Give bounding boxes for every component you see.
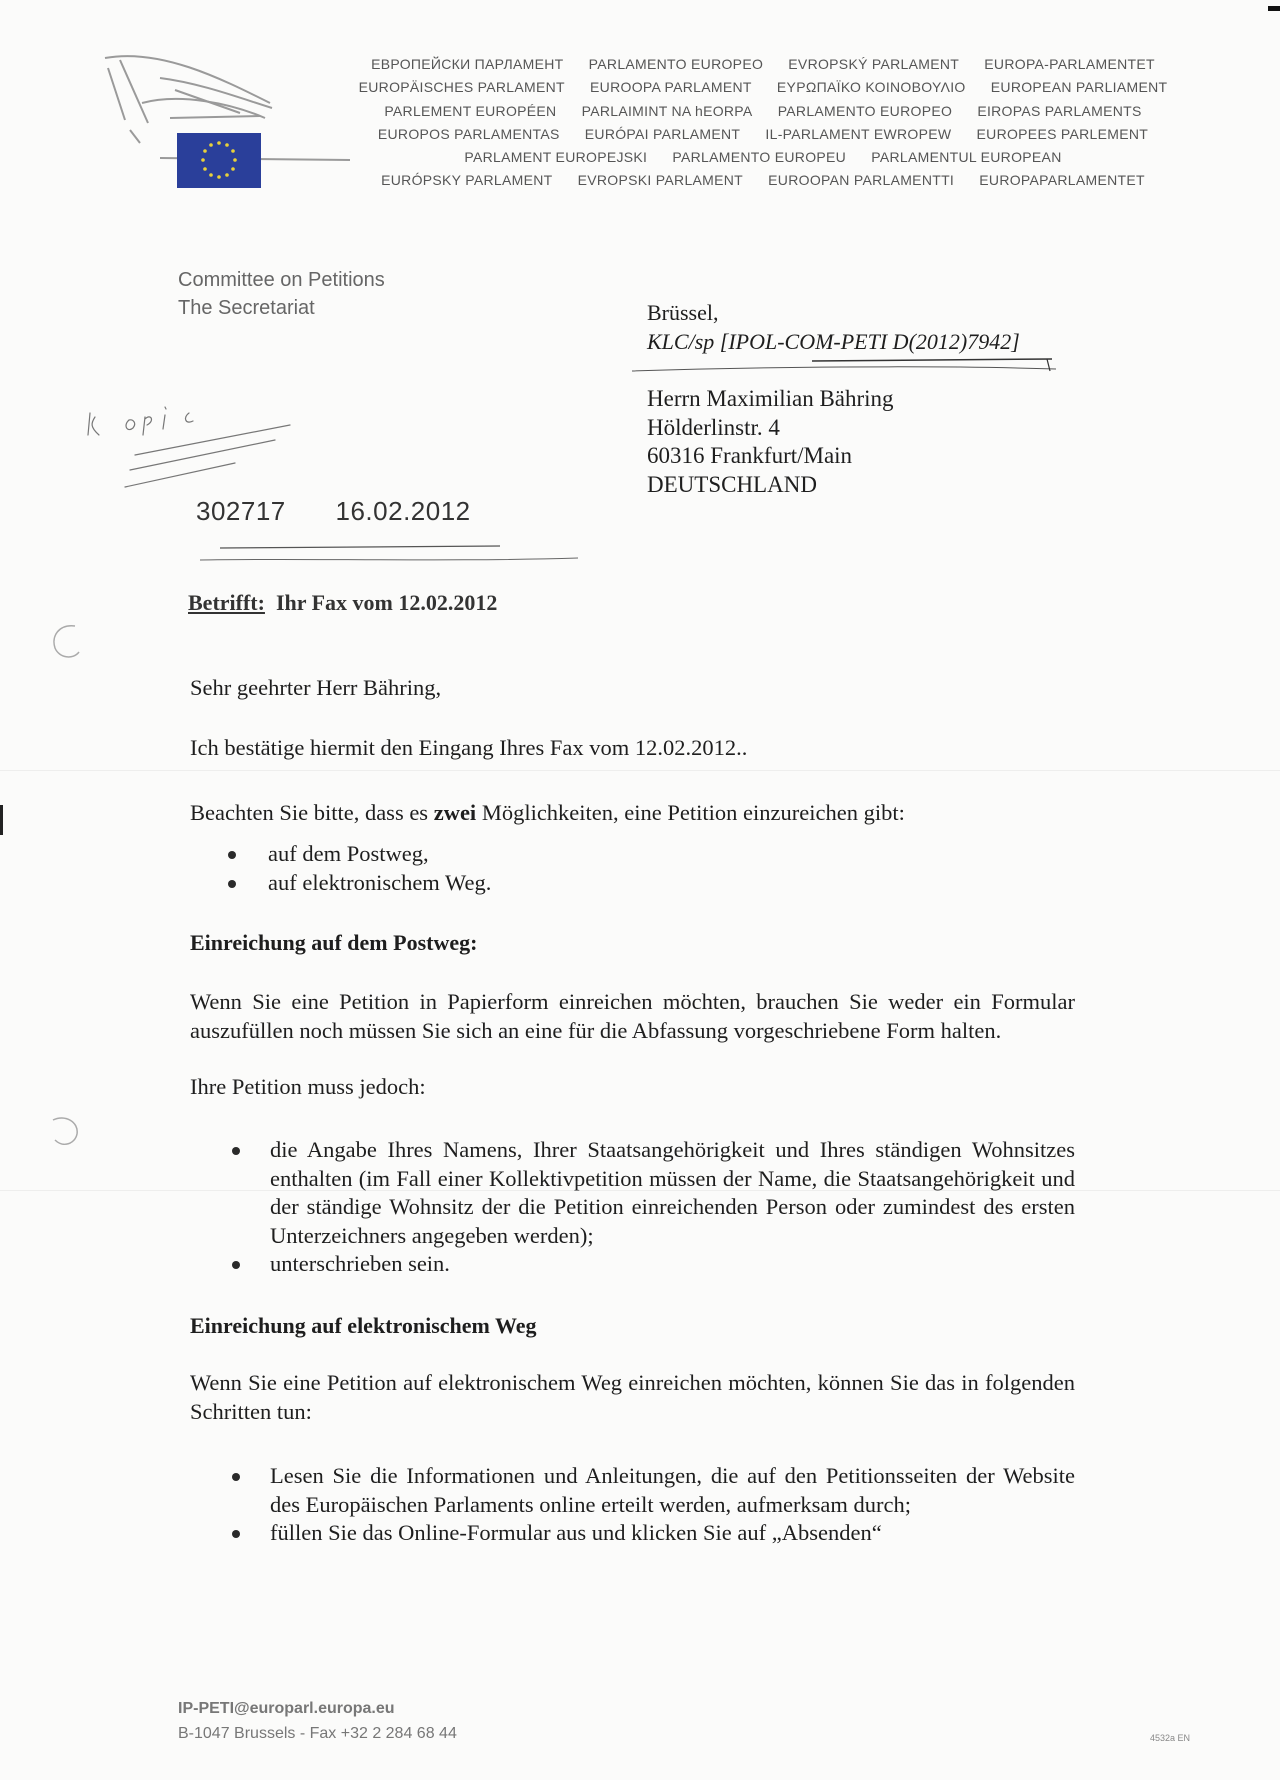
parliament-name: ΕΥΡΩΠΑΪΚΟ ΚΟΙΝΟΒΟΥΛΙΟ — [776, 79, 966, 96]
subject-label: Betrifft: — [188, 590, 265, 615]
punch-hole — [45, 1110, 87, 1152]
parliament-name: PARLAIMINT NA hEORPA — [581, 102, 753, 119]
fold-line — [0, 770, 1280, 771]
parliament-names-line — [338, 146, 1188, 169]
parliament-name: EUROPEES PARLEMENT — [976, 125, 1149, 142]
list-item: die Angabe Ihres Namens, Ihrer Staatsangehörigkeit und Ihres ständigen Wohnsitzes enthalten (im Fall einer Kollektivpetition müssen der Name, die Staatsangehörigkeit und der ständige Wohnsitz der die Petition einreichenden Person oder zumindest des ersten Unterzeichners angegeben werden); — [190, 1136, 1075, 1250]
subject-line — [188, 590, 497, 616]
letter-reference: KLC/sp [IPOL-COM-PETI D(2012)7942] — [647, 329, 1020, 354]
parliament-name: EVROPSKÝ PARLAMENT — [788, 56, 960, 72]
parliament-name: PARLAMENTUL EUROPEAN — [871, 149, 1062, 166]
scan-left-mark — [0, 805, 3, 835]
recipient-country: DEUTSCHLAND — [647, 471, 817, 497]
postal-paragraph: Wenn Sie eine Petition in Papierform einreichen möchten, brauchen Sie weder ein Formular auszufüllen noch müssen Sie sich an eine für die Abfassung vorgeschriebene Form halten. — [190, 989, 1075, 1043]
parliament-name: EUROOPA PARLAMENT — [590, 79, 752, 96]
postal-requirements-list — [190, 1136, 1075, 1279]
parliament-name: PARLAMENT EUROPEJSKI — [464, 149, 648, 166]
electronic-steps-list — [190, 1462, 1075, 1548]
recipient-address — [647, 385, 894, 499]
parliament-name: EUROOPAN PARLAMENTTI — [768, 172, 955, 189]
parliament-name: PARLAMENTO EUROPEO — [588, 56, 764, 72]
committee-name: Committee on Petitions — [178, 269, 385, 291]
parliament-name: EUROPA-PARLAMENTET — [984, 56, 1155, 72]
parliament-names-line — [338, 100, 1188, 123]
registration-number: 302717 — [196, 496, 286, 526]
secretariat-name: The Secretariat — [178, 297, 315, 319]
parliament-name: EUROPEAN PARLIAMENT — [990, 79, 1168, 96]
punch-hole — [45, 620, 87, 662]
parliament-name: EUROPOS PARLAMENTAS — [377, 125, 560, 142]
postal-requirement-intro: Ihre Petition muss jedoch: — [190, 1074, 426, 1099]
options-intro-emphasis: zwei — [433, 800, 477, 825]
registration-stamp — [196, 496, 471, 527]
list-item: füllen Sie das Online-Formular aus und klicken Sie auf „Absenden“ — [190, 1519, 1075, 1548]
parliament-name: PARLEMENT EUROPÉEN — [384, 102, 557, 119]
options-intro-text: Beachten Sie bitte, dass es — [190, 800, 429, 825]
parliament-name: EUROPAPARLAMENTET — [979, 172, 1145, 189]
parliament-names-line — [338, 123, 1188, 146]
recipient-street: Hölderlinstr. 4 — [647, 414, 780, 440]
registration-date: 16.02.2012 — [335, 496, 471, 526]
options-intro — [190, 799, 905, 828]
electronic-heading: Einreichung auf elektronischem Weg — [190, 1313, 537, 1338]
sender-block — [178, 266, 385, 322]
list-item: auf dem Postweg, — [190, 840, 491, 869]
parliament-name: EUROPÄISCHES PARLAMENT — [358, 79, 565, 96]
parliament-name: EURÓPAI PARLAMENT — [584, 125, 741, 142]
footer-email: IP-PETI@europarl.europa.eu — [178, 1700, 395, 1717]
stamp-lines — [200, 540, 580, 570]
confirmation-paragraph: Ich bestätige hiermit den Eingang Ihres Fax vom 12.02.2012.. — [190, 735, 748, 760]
electronic-paragraph: Wenn Sie eine Petition auf elektronischem Weg einreichen möchten, können Sie das in folgenden Schritten tun: — [190, 1370, 1075, 1424]
submission-options-list — [190, 840, 491, 897]
parliament-name: EVROPSKI PARLAMENT — [577, 172, 744, 189]
parliament-name: PARLAMENTO EUROPEU — [672, 149, 847, 166]
scan-edge-mark — [1268, 6, 1280, 11]
parliament-names-line — [338, 53, 1188, 76]
parliament-name: EIROPAS PARLAMENTS — [977, 102, 1142, 119]
parliament-name: ЕВРОПЕЙСКИ ПАРЛАМЕНТ — [371, 56, 564, 72]
letter-city: Brüssel, — [647, 300, 719, 325]
salutation: Sehr geehrter Herr Bähring, — [190, 675, 442, 700]
parliament-names-line — [338, 76, 1188, 99]
postal-heading: Einreichung auf dem Postweg: — [190, 930, 478, 955]
list-item: Lesen Sie die Informationen und Anleitungen, die auf den Petitionsseiten der Website des Europäischen Parlaments online erteilt werden, aufmerksam durch; — [190, 1462, 1075, 1519]
options-intro-text: Möglichkeiten, eine Petition einzureichen gibt: — [481, 800, 905, 825]
recipient-name: Herrn Maximilian Bähring — [647, 386, 894, 411]
form-code: 4532a EN — [1150, 1733, 1191, 1743]
parliament-name: IL-PARLAMENT EWROPEW — [765, 125, 952, 142]
parliament-name: PARLAMENTO EUROPEO — [777, 102, 953, 119]
list-item: auf elektronischem Weg. — [190, 869, 491, 898]
parliament-name: EURÓPSKY PARLAMENT — [381, 172, 553, 189]
european-parliament-logo — [100, 48, 350, 198]
parliament-names-block — [338, 53, 1188, 193]
reference-underline — [632, 357, 1056, 375]
footer-address: B-1047 Brussels - Fax +32 2 284 68 44 — [178, 1725, 457, 1742]
recipient-city: 60316 Frankfurt/Main — [647, 443, 853, 468]
subject-text: Ihr Fax vom 12.02.2012 — [275, 590, 498, 615]
parliament-names-line — [338, 169, 1188, 192]
list-item: unterschrieben sein. — [190, 1250, 1075, 1279]
handwritten-note — [85, 395, 305, 500]
